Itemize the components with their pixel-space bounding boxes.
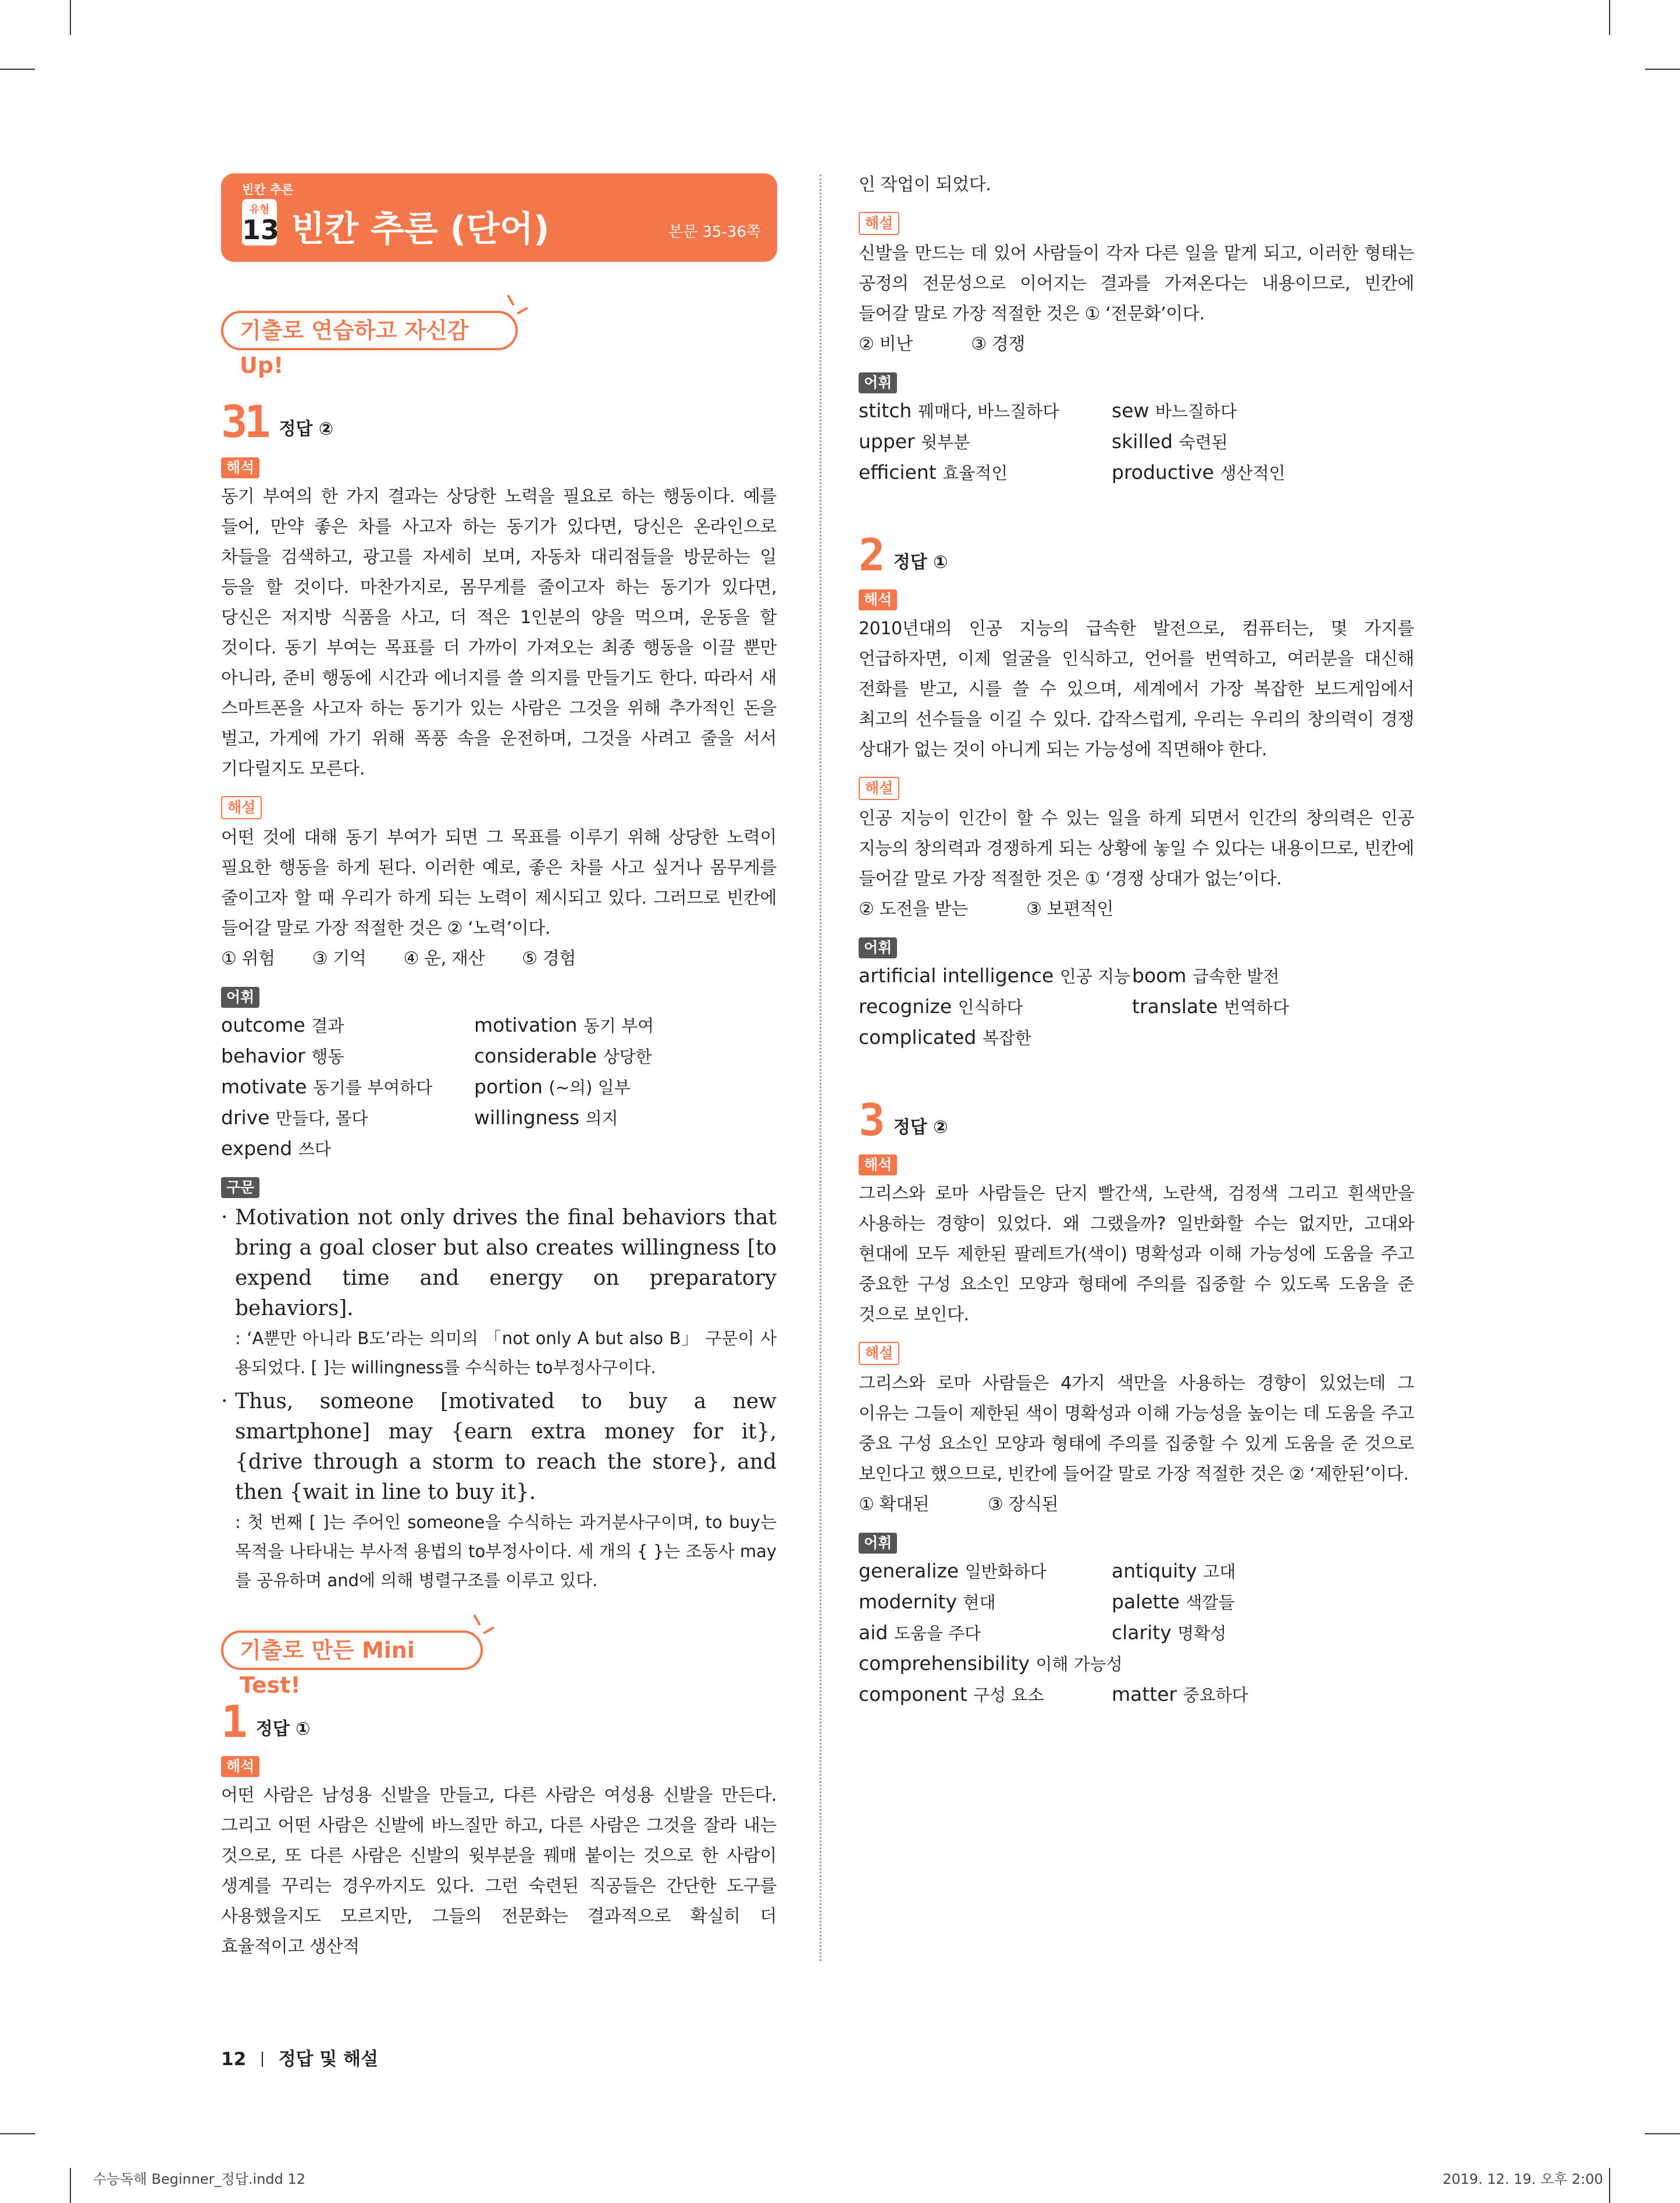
minitest-1 (221, 1696, 777, 1962)
type-number: 13 (242, 214, 280, 246)
banner-category: 빈칸 추론 (242, 183, 294, 197)
explanation-tag: 해설 (859, 777, 899, 800)
crop-mark (0, 2133, 35, 2134)
slug-date: 2019. 12. 19. 오후 2:00 (1443, 2171, 1603, 2187)
vocab-item: artificial intelligence 인공 지능 (859, 964, 1131, 987)
answer-label: 정답 ② (279, 419, 334, 439)
vocab-item: skilled 숙련된 (1112, 430, 1228, 453)
spark-decoration (473, 1614, 480, 1625)
vocab-item: sew 바느질하다 (1112, 399, 1237, 422)
distractor: ⑤ 경험 (522, 948, 576, 969)
answer-label: 정답 ② (893, 1117, 948, 1138)
question-number: 31 (221, 396, 268, 447)
translation-tag: 해석 (221, 457, 259, 478)
distractor: ③ 보편적인 (1026, 899, 1114, 919)
distractor: ③ 장식된 (987, 1494, 1059, 1515)
distractor: ③ 경쟁 (971, 334, 1026, 354)
question-number: 1 (221, 1696, 244, 1747)
translation-tag: 해석 (859, 1154, 897, 1175)
translation-text: 동기 부여의 한 가지 결과는 상당한 노력을 필요로 하는 행동이다. 예를 들어, 만약 좋은 차를 사고자 하는 동기가 있다면, 당신은 온라인으로 차들을 검색하고, 광고를 자세히 보며, 자동차 대리점들을 방문하는 일 등을 할 것이다. 마찬가지로, 몸무게를 줄이고자 하는 동기가 있다면, 당신은 저지방 식품을 사고, 더 적은 1인분의 양을 먹으며, 운동을 할 것이다. 동기 부여는 목표를 더 가까이 가져오는 최종 행동을 이끌 뿐만 아니라, 준비 행동에 시간과 에너지를 쓸 의지를 만들기도 한다. 따라서 새 스마트폰을 사고자 하는 동기가 있는 사람은 그것을 위해 추가적인 돈을 벌고, 가게에 가기 위해 폭풍 속을 운전하며, 그것을 사려고 줄을 서서 기다릴지도 모른다. (221, 486, 777, 779)
vocab-item: efficient 효율적인 (859, 461, 1008, 484)
vocab-item: motivate 동기를 부여하다 (221, 1075, 433, 1098)
vocab-item: portion (~의) 일부 (474, 1075, 631, 1098)
translation-continued: 인 작업이 되었다. (859, 175, 991, 195)
vocab-item: boom 급속한 발전 (1132, 964, 1280, 987)
spark-decoration (483, 1626, 494, 1634)
question-number: 2 (859, 529, 882, 581)
vocab-item: modernity 현대 (859, 1590, 996, 1613)
page-reference: 본문 35-36쪽 (668, 223, 761, 241)
question-31 (221, 396, 777, 1595)
vocab-item: aid 도움을 주다 (859, 1621, 981, 1644)
vocab-item: motivation 동기 부여 (474, 1014, 654, 1036)
vocab-tag: 어휘 (859, 372, 897, 393)
distractor: ② 비난 (859, 334, 913, 354)
pill-text: 기출로 만든 Mini Test! (240, 1637, 415, 1698)
distractor-list (221, 944, 777, 974)
footer-section: 정답 및 해설 (278, 2049, 379, 2070)
vocab-list (859, 961, 1414, 1053)
crop-mark (1609, 2168, 1610, 2203)
translation-tag: 해석 (859, 589, 897, 610)
vocab-item: comprehensibility 이해 가능성 (859, 1652, 1123, 1675)
grammar-note: : ‘A뿐만 아니라 B도’라는 의미의 「not only A but also B」 구문이 사용되었다. [ ]는 willingness를 수식하는 to부정사구이다. (235, 1328, 777, 1377)
vocab-item: outcome 결과 (221, 1014, 344, 1036)
page-footer (221, 2044, 378, 2070)
distractor-list (859, 1490, 1414, 1520)
footer-divider (262, 2052, 263, 2067)
crop-mark (70, 0, 71, 35)
distractor: ① 위험 (221, 948, 275, 969)
vocab-list (859, 396, 1414, 488)
translation-tag: 해석 (221, 1756, 259, 1777)
vocab-item: component 구성 요소 (859, 1683, 1044, 1705)
answer-label: 정답 ① (255, 1719, 311, 1739)
right-column (859, 170, 1414, 1710)
crop-mark (1609, 0, 1610, 35)
distractor-list (859, 329, 1414, 360)
vocab-item: clarity 명확성 (1112, 1621, 1227, 1644)
vocab-item: antiquity 고대 (1112, 1559, 1236, 1582)
crop-mark (1645, 2133, 1680, 2134)
slug-file: 수능독해 Beginner_정답.indd 12 (93, 2171, 306, 2187)
spark-decoration (517, 307, 528, 314)
crop-mark (0, 69, 35, 70)
vocab-item: willingness 의지 (474, 1106, 618, 1129)
vocab-tag: 어휘 (859, 937, 897, 958)
grammar-sentence: · Motivation not only drives the final behaviors that bring a goal closer but also creates willingness [to expend time and energy on preparatory behaviors]. (221, 1203, 777, 1324)
vocab-item: expend 쓰다 (221, 1137, 331, 1160)
vocab-list (859, 1556, 1414, 1710)
vocab-item: complicated 복잡한 (859, 1026, 1031, 1049)
grammar-tag: 구문 (221, 1177, 259, 1198)
section-pill-practice (221, 311, 518, 378)
type-badge (242, 199, 280, 246)
section-banner (221, 173, 777, 262)
answer-label: 정답 ① (893, 552, 948, 573)
distractor-list (859, 894, 1414, 925)
vocab-item: productive 생산적인 (1112, 461, 1286, 484)
distractor: ③ 기억 (312, 948, 366, 969)
grammar-note: : 첫 번째 [ ]는 주어인 someone을 수식하는 과거분사구이며, to buy는 목적을 나타내는 부사적 용법의 to부정사이다. 세 개의 { }는 조동사 may를 공유하며 and에 의해 병렬구조를 이루고 있다. (235, 1512, 777, 1590)
explanation-tag: 해설 (859, 1342, 899, 1365)
pill-text: 기출로 연습하고 자신감 Up! (240, 318, 469, 378)
grammar-sentence: · Thus, someone [motivated to buy a new smartphone] may {earn extra money for it}, {drive through a storm to reach the store}, and then {wait in line to buy it}. (221, 1387, 777, 1508)
crop-mark (1645, 69, 1680, 70)
vocab-item: translate 번역하다 (1132, 995, 1290, 1018)
translation-text: 그리스와 로마 사람들은 단지 빨간색, 노란색, 검정색 그리고 흰색만을 사용하는 경향이 있었다. 왜 그랬을까? 일반화할 수는 없지만, 고대와 현대에 모두 제한된 팔레트가(색이) 명확성과 이해 가능성에 도움을 주고 중요한 구성 요소인 모양과 형태에 주의를 집중할 수 있도록 도움을 준 것으로 보인다. (859, 1184, 1414, 1325)
vocab-item: stitch 꿰매다, 바느질하다 (859, 399, 1059, 422)
page-number: 12 (221, 2049, 247, 2070)
vocab-tag: 어휘 (221, 987, 259, 1008)
distractor: ② 도전을 받는 (859, 899, 968, 919)
vocab-list (221, 1010, 777, 1164)
minitest-2 (859, 529, 1414, 581)
vocab-item: palette 색깔들 (1112, 1590, 1235, 1613)
explanation-text: 어떤 것에 대해 동기 부여가 되면 그 목표를 이루기 위해 상당한 노력이 필요한 행동을 하게 된다. 이러한 예로, 좋은 차를 사고 싶거나 몸무게를 줄이고자 할 때 우리가 하게 되는 노력이 제시되고 있다. 그러므로 빈칸에 들어갈 말로 가장 적절한 것은 ② ‘노력’이다. (221, 827, 777, 939)
minitest-3 (859, 1094, 1414, 1146)
explanation-text: 신발을 만드는 데 있어 사람들이 각자 다른 일을 맡게 되고, 이러한 형태는 공정의 전문성으로 이어지는 결과를 가져온다는 내용이므로, 빈칸에 들어갈 말로 가장 적절한 것은 ① ‘전문화’이다. (859, 243, 1414, 324)
explanation-tag: 해설 (859, 212, 899, 235)
section-pill-minitest (221, 1630, 483, 1698)
explanation-text: 그리스와 로마 사람들은 4가지 색만을 사용하는 경향이 있었는데 그 이유는 그들이 제한된 색이 명확성과 이해 가능성을 높이는 데 도움을 주고 중요 구성 요소인 모양과 형태에 주의를 집중할 수 있게 도움을 준 것으로 보인다고 했으므로, 빈칸에 들어갈 말로 가장 적절한 것은 ② ‘제한된’이다. (859, 1373, 1414, 1484)
vocab-item: recognize 인식하다 (859, 995, 1023, 1018)
question-number: 3 (859, 1094, 882, 1146)
vocab-tag: 어휘 (859, 1533, 897, 1554)
vocab-item: considerable 상당한 (474, 1044, 652, 1067)
vocab-item: drive 만들다, 몰다 (221, 1106, 368, 1129)
translation-text: 2010년대의 인공 지능의 급속한 발전으로, 컴퓨터는, 몇 가지를 언급하자면, 이제 얼굴을 인식하고, 언어를 번역하고, 여러분을 대신해 전화를 받고, 시를 쓸 수 있으며, 세계에서 가장 복잡한 보드게임에서 최고의 선수들을 이길 수 있다. 갑작스럽게, 우리는 우리의 창의력이 경쟁 상대가 없는 것이 아니게 되는 가능성에 직면해야 한다. (859, 619, 1414, 760)
type-label: 유형 (249, 204, 270, 216)
column-divider (820, 175, 821, 1961)
explanation-tag: 해설 (221, 796, 262, 819)
spark-decoration (507, 294, 514, 305)
distractor: ④ 운, 재산 (403, 948, 485, 969)
explanation-text: 인공 지능이 인간이 할 수 있는 일을 하게 되면서 인간의 창의력은 인공 지능의 창의력과 경쟁하게 되는 상황에 놓일 수 있다는 내용이므로, 빈칸에 들어갈 말로 가장 적절한 것은 ① ‘경쟁 상대가 없는’이다. (859, 808, 1414, 889)
translation-text: 어떤 사람은 남성용 신발을 만들고, 다른 사람은 여성용 신발을 만든다. 그리고 어떤 사람은 신발에 바느질만 하고, 다른 사람은 그것을 잘라 내는 것으로, 또 다른 사람은 신발의 윗부분을 꿰매 붙이는 것으로 한 사람이 생계를 꾸리는 경우까지도 있다. 그런 숙련된 직공들은 간단한 도구를 사용했을지도 모르지만, 그들의 전문화는 결과적으로 확실히 더 효율적이고 생산적 (221, 1785, 777, 1957)
vocab-item: generalize 일반화하다 (859, 1559, 1047, 1582)
vocab-item: upper 윗부분 (859, 430, 970, 453)
vocab-item: matter 중요하다 (1112, 1683, 1248, 1705)
banner-title: 빈칸 추론 (단어) (291, 209, 550, 250)
crop-mark (70, 2168, 71, 2203)
distractor: ① 확대된 (859, 1494, 930, 1515)
vocab-item: behavior 행동 (221, 1044, 344, 1067)
